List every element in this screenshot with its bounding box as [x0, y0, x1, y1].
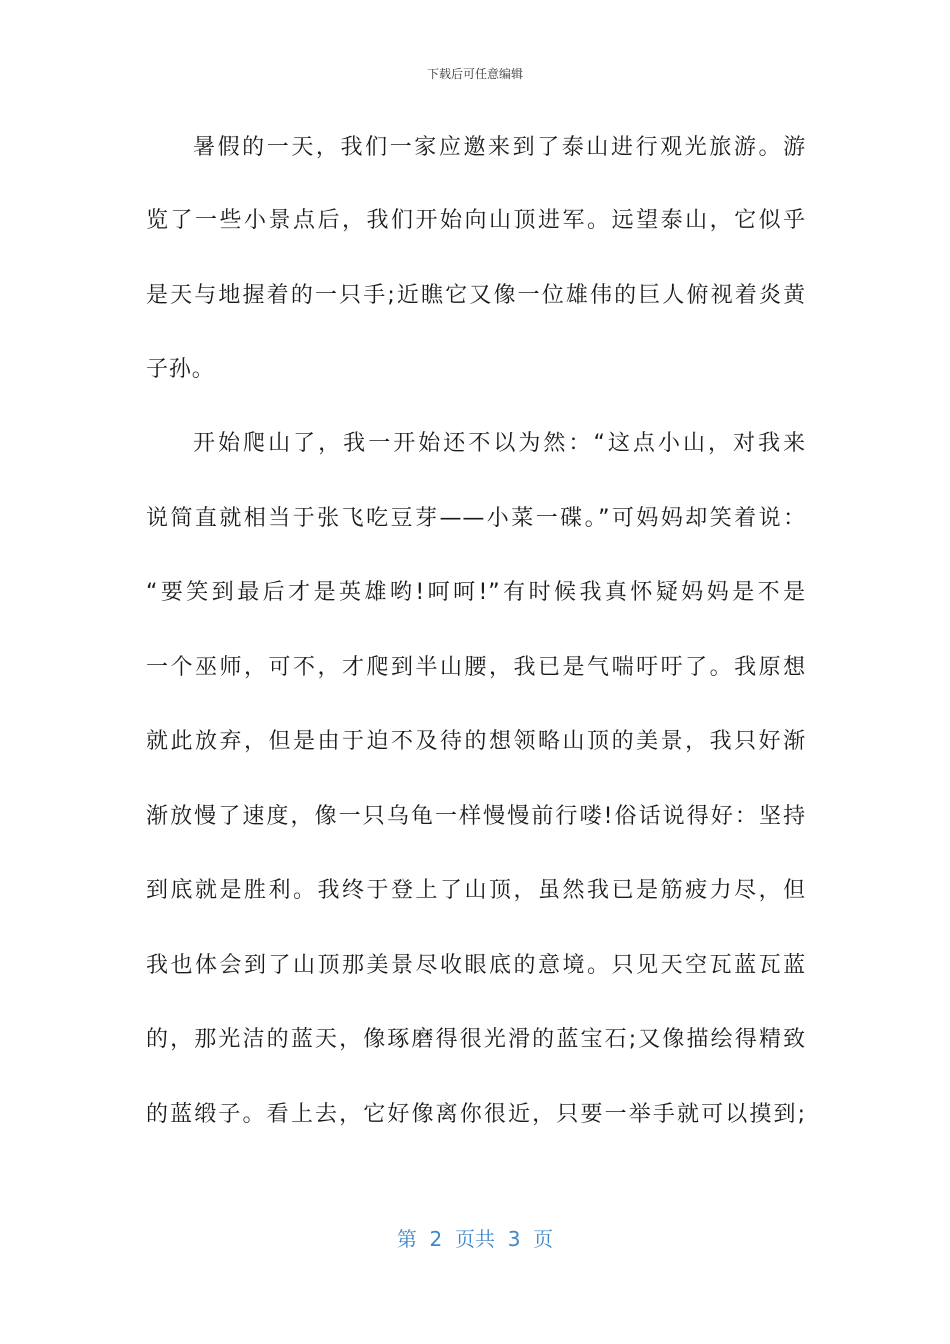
- paragraph-2-line-9: 的，那光洁的蓝天，像琢磨得很光滑的蓝宝石;又像描绘得精致: [146, 1027, 806, 1052]
- paragraph-2-line-6: 渐放慢了速度，像一只乌龟一样慢慢前行喽!俗话说得好：坚持: [146, 804, 806, 829]
- paragraph-2-line-1: 开始爬山了，我一开始还不以为然：“这点小山，对我来: [193, 431, 806, 456]
- paragraph-2-line-7: 到底就是胜利。我终于登上了山顶，虽然我已是筋疲力尽，但: [146, 878, 806, 903]
- paragraph-1-line-1: 暑假的一天，我们一家应邀来到了泰山进行观光旅游。游: [193, 135, 806, 160]
- paragraph-1-line-2: 览了一些小景点后，我们开始向山顶进军。远望泰山，它似乎: [146, 208, 806, 233]
- paragraph-2-line-2: 说简直就相当于张飞吃豆芽——小菜一碟。”可妈妈却笑着说：: [146, 506, 806, 531]
- page-number-footer: 第 2 页共 3 页: [396, 1227, 554, 1251]
- paragraph-1-line-3: 是天与地握着的一只手;近瞧它又像一位雄伟的巨人俯视着炎黄: [146, 283, 806, 308]
- paragraph-2-line-3: “要笑到最后才是英雄哟!呵呵!”有时候我真怀疑妈妈是不是: [146, 580, 806, 605]
- document-header-note: 下载后可任意编辑: [426, 67, 523, 81]
- paragraph-2-line-5: 就此放弃，但是由于迫不及待的想领略山顶的美景，我只好渐: [146, 729, 806, 754]
- paragraph-2-line-10: 的蓝缎子。看上去，它好像离你很近，只要一举手就可以摸到;: [146, 1102, 806, 1127]
- paragraph-2-line-4: 一个巫师，可不，才爬到半山腰，我已是气喘吁吁了。我原想: [146, 655, 806, 680]
- paragraph-2-line-8: 我也体会到了山顶那美景尽收眼底的意境。只见天空瓦蓝瓦蓝: [146, 953, 806, 978]
- paragraph-1-line-4: 子孙。: [146, 357, 215, 382]
